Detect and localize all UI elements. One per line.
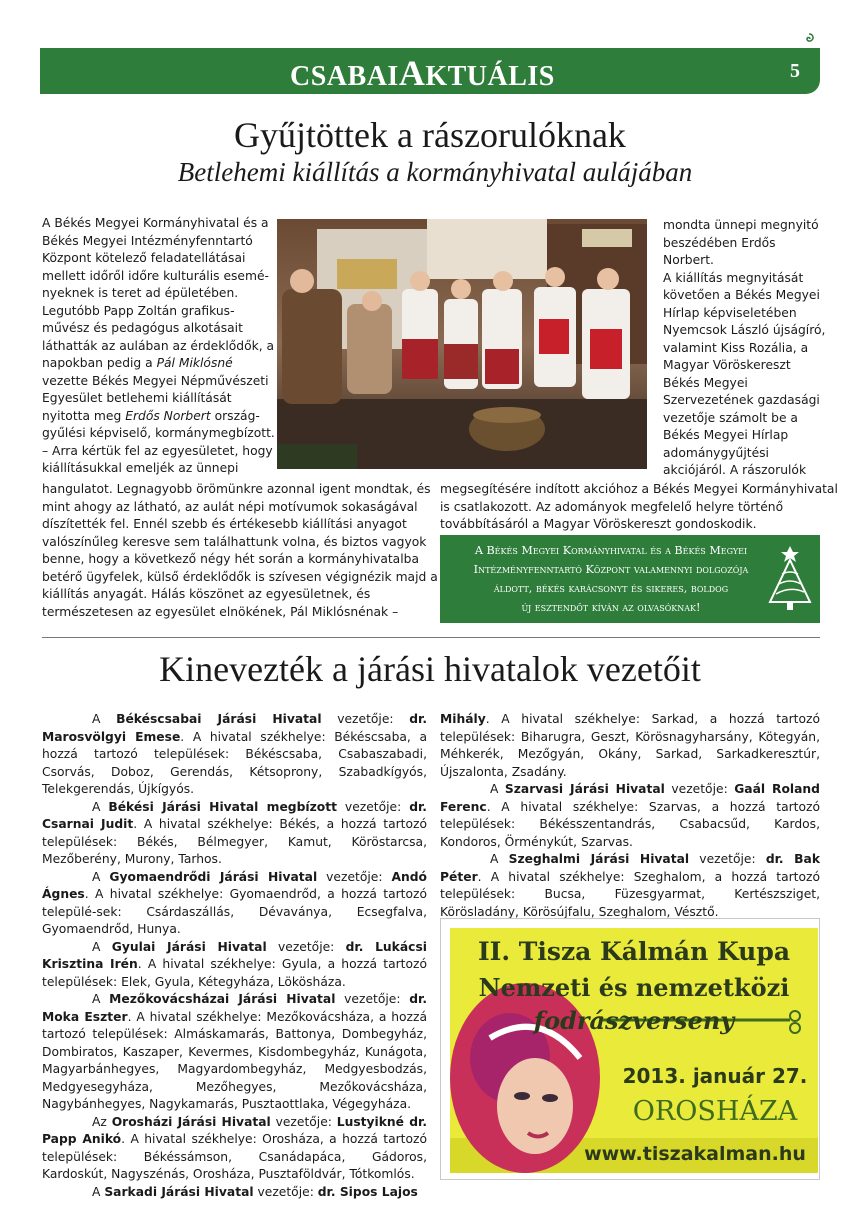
text-run: A [92,869,110,884]
photo-illustration [277,219,647,469]
text-line [42,373,267,391]
text-run: vezette Békés Megyei Népművészeti [42,373,269,388]
text-run: követően a Békés Megyei [663,288,820,302]
text-run: Magyar Vöröskereszt [663,358,791,372]
article-column-right [663,217,826,480]
district-office-paragraph [42,711,427,799]
text-run: vezetője: [253,1184,318,1199]
leader-name: dr. Csarnai Judit [42,799,427,831]
text-run: Békés Megyei Intézményfenntartó [42,233,253,248]
text-run: természetesen az egyesület elnökének, Pál Miklósnénak – [42,604,399,619]
text-line [663,375,823,393]
text-line [446,579,776,598]
text-run: vezetője számolt be a [663,410,798,425]
text-run: adománygyűjtési [663,445,769,460]
text-line [663,357,823,375]
text-line [42,551,442,569]
text-line [42,390,267,408]
text-line [446,541,776,560]
text-line [663,410,823,428]
page-number: 5 [790,60,800,82]
text-run: A [490,852,509,866]
text-line [42,338,275,356]
text-run: vezetője: [337,799,410,814]
text-run: . A hivatal székhelye: Szarvas, a hozzá tartozó települések: Békésszentandrás, Csabacsűd, Kardos, Kondoros, Örménykút, Szarvas. [440,799,820,849]
text-run: valamint Kiss Rozália, a [663,340,809,355]
text-run: Legutóbb Papp Zoltán grafikus- [42,303,235,318]
leader-name: Mihály [440,712,486,726]
leader-name: Gaál Roland Ferenc [440,782,820,814]
text-run: A Békés Megyei Kormányhivatal és a Békés Megyei [474,544,748,557]
text-line [446,560,776,579]
text-run: vezetője: [317,869,392,884]
text-line [446,598,776,617]
text-run: továbbításáról a Magyar Vöröskereszt gondoskodik. [440,517,757,531]
text-run: A kiállítás megnyitását [663,270,804,285]
text-run: Békés Megyei Hírlap [663,428,789,442]
christmas-tree-icon [762,540,818,618]
text-run: mellett időről időre kulturális esemé- [42,268,269,283]
text-run: hangulatot. Legnagyobb örömünkre azonnal igent mondtak, és [42,482,431,496]
leader-name: Andó Ágnes [42,869,427,901]
district-office-paragraph [440,781,820,851]
district-office-paragraph [42,1184,427,1202]
text-run: A [92,712,117,726]
text-run: művész és pedagógus alkotásait [42,321,243,335]
text-run: A [92,939,112,954]
text-run: Egyesület betlehemi kiállítását [42,391,232,405]
text-run: kiállításukkal emeljék az ünnepi [42,461,239,475]
text-line [42,355,267,373]
article-title-2: Kinevezték a járási hivatalok vezetőit [159,649,701,689]
text-run: . A hivatal székhelye: Sarkad, a hozzá tartozó települések: Biharugra, Geszt, Körösnagyharsány, Kötegyán, Méhkerék, Mezőgyán, Okány, Sarkad, Sarkadkeresztúr, Újszalonta, Zsadány. [440,712,820,779]
text-run: vezetője: [689,852,766,866]
text-line [440,516,820,534]
text-run: valószínűleg keresve sem találhattunk volna, és biztos vagyok [42,534,427,549]
text-run: Az [92,1114,112,1129]
text-line [440,481,838,499]
text-run: . A hivatal székhelye: Gyula, a hozzá tartozó települések: Elek, Gyula, Kétegyháza, Lökösháza. [42,957,427,989]
text-run: . A hivatal székhelye: Szeghalom, a hozzá tartozó települések: Bucsa, Füzesgyarmat, Kertészsziget, Körösladány, Körösújfalu, Szeghalom, Vésztő. [440,869,820,919]
text-line [42,481,442,499]
text-line [663,305,823,323]
text-run: ország- [210,408,260,423]
text-line [440,499,820,517]
text-run: A Békés Megyei Kormányhivatal és a [42,216,269,230]
article-column-left [42,215,275,478]
text-run: akciójáról. A rászorulók [663,463,807,477]
text-run: A [92,1184,105,1199]
district-office-paragraph [42,939,427,992]
text-line [663,445,823,463]
hairdresser-competition-ad[interactable] [450,928,818,1173]
leader-name: dr. Bak Péter [440,852,820,884]
article-title: Gyűjtöttek a rászorulóknak [234,115,626,155]
text-line [663,427,823,445]
office-name: Orosházi Járási Hivatal [111,1114,271,1129]
article-text-continuation [42,481,442,621]
office-name: Sarkadi Járási Hivatal [104,1184,254,1199]
text-line [663,287,823,305]
title-part-2: KTUÁLIS [425,61,555,92]
swirl-ornament-icon [802,32,816,46]
district-offices-column-right [440,711,820,921]
text-run: vezetője: [664,782,735,796]
district-office-paragraph [440,711,820,781]
text-line [42,443,273,461]
text-run: A [92,992,110,1006]
ad-line-2: Nemzeti és nemzetközi [478,973,790,1002]
text-line [42,285,267,303]
text-run: nyeknek is teret ad épületében. [42,286,239,300]
district-offices-column-left [42,711,427,1201]
text-line [42,233,267,251]
text-line [663,392,823,410]
district-office-paragraph [440,851,820,921]
leader-name: dr. Lukácsi Krisztina Irén [42,939,427,971]
leader-name: dr. Sipos Lajos [317,1184,418,1199]
text-run: beszédében Erdős [663,235,776,250]
text-run: új esztendőt kíván az olvasóknak! [521,601,701,614]
text-run: Intézményfenntartó Központ valamennyi dolgozója [473,563,749,576]
office-name: Mezőkovácsházai Járási Hivatal [109,992,336,1006]
title-part-1: CSABAI [290,61,399,92]
text-run: benne, hogy a következő négy hét során a kormányhivatalba [42,552,419,566]
leader-name: dr. Marosvölgyi Emese [42,712,427,744]
office-name: Békéscsabai Járási Hivatal [116,712,322,726]
text-run: vezetője: [321,712,410,726]
text-line [42,425,275,443]
text-run: áldott, békés karácsonyt és sikeres, boldog [493,582,729,595]
text-line [42,586,442,604]
text-run: A [490,782,505,796]
section-divider [42,637,820,638]
article-subtitle: Betlehemi kiállítás a kormányhivatal aulájában [177,157,693,187]
text-line [42,268,267,286]
office-name: Gyulai Járási Hivatal [111,939,267,954]
text-line [42,408,267,426]
text-run: Nyemcsok László újságíró, [663,323,826,337]
ad-artwork [450,928,818,1173]
text-run: . A hivatal székhelye: Békés, a hozzá tartozó települések: Békés, Bélmegyer, Kamut, Köröstarcsa, Mezőberény, Murony, Tarhos. [42,817,427,866]
text-run: . A hivatal székhelye: Mezőkovácsháza, a hozzá tartozó települések: Almáskamarás, Battonya, Dombegyház, Dombiratos, Kaszaper, Kevermes, Kisdombegyház, Kunágota, Magyarbánhegyes, Magyardombegyház, Medgyesbodzás, Medgyesegyháza, Mezőhegyes, Mezőkovácsháza, Nagybánhegyes, Nagykamarás, Pusztaottlaka, Végegyháza. [42,1009,427,1111]
text-line [42,499,442,517]
text-run: vezetője: [266,939,346,954]
text-run: Hírlap képviseletében [663,305,797,320]
text-run: vezetője: [335,992,410,1006]
text-line [663,235,823,253]
text-run: Központ kötelező feladatellátásai [42,251,246,265]
district-office-paragraph [42,1114,427,1184]
text-run: . A hivatal székhelye: Békéscsaba, a hozzá tartozó települések: Békéscsaba, Csabaszabadi, Csorvás, Doboz, Gerendás, Kétsoprony, Szabadkígyós, Telekgerendás, Újkígyós. [42,729,427,796]
text-line [42,215,267,233]
ad-line-3: fodrászverseny [533,1006,735,1035]
magazine-title [290,52,555,94]
text-line [663,322,826,340]
text-line [42,250,267,268]
district-office-paragraph [42,869,427,939]
office-name: Békési Járási Hivatal megbízott [108,799,337,814]
title-initial: A [398,53,426,93]
text-run: vezetője: [270,1114,337,1129]
text-line [663,270,823,288]
office-name: Gyomaendrődi Járási Hivatal [109,869,318,884]
leader-name: dr. Moka Eszter [42,992,428,1024]
text-run: nyitotta meg [42,408,126,423]
italic-name: Pál Miklósné [156,356,233,370]
leader-name: Lustyikné dr. Papp Anikó [42,1114,427,1146]
text-run: is csatlakozott. Az adományok megfelelő helyre történő [440,499,784,514]
text-run: megsegítésére indított akcióhoz a Békés Megyei Kormányhivatal [440,482,838,496]
ad-date: 2013. január 27. [622,1064,808,1088]
text-run: gyűlési képviselő, kormánymegbízott. [42,426,275,440]
text-run: . A hivatal székhelye: Orosháza, a hozzá tartozó települések: Békéssámson, Csanádapáca, Gádoros, Kardoskút, Nagyszénás, Orosháza, Pusztaföldvár, Tótkomlós. [42,1132,427,1181]
ad-city: OROSHÁZA [632,1096,798,1127]
office-name: Szeghalmi Járási Hivatal [508,852,690,866]
text-run: díszítették fel. Ennél szebb és értékesebb kiállítási anyagot [42,517,407,531]
text-line [663,462,823,480]
text-line [663,252,823,270]
article-text-end [440,481,838,534]
district-office-paragraph [42,799,427,869]
text-line [42,460,267,478]
italic-name: Erdős Norbert [125,408,211,423]
text-line [42,534,442,552]
text-run: mondta ünnepi megnyitó [663,218,819,232]
office-name: Szarvasi Járási Hivatal [504,782,665,796]
text-line [42,569,442,587]
ad-url: www.tiszakalman.hu [584,1143,806,1165]
text-run: – Arra kértük fel az egyesületet, hogy [42,443,273,458]
text-run: betérő ügyfelek, külső érdeklődők is szívesen végignézik majd a [42,569,438,584]
text-line [42,303,267,321]
district-office-paragraph [42,991,427,1114]
text-run: napokban pedig a [42,356,157,370]
text-line [663,340,823,358]
ad-line-1: II. Tisza Kálmán Kupa [477,937,791,966]
greeting-text [446,541,776,617]
text-run: Szervezetének gazdasági [663,393,820,407]
text-run: láthatták az aulában az érdeklődők, a [42,338,275,353]
text-run: . A hivatal székhelye: Gyomaendrőd, a hozzá tartozó települé-sek: Csárdaszállás, Dévaványa, Ecsegfalva, Gyomaendrőd, Hunya. [42,887,427,936]
text-run: kiállítás anyagát. Hálás köszönet az egyesületnek, és [42,587,371,601]
text-line [42,604,442,622]
text-run: mint ahogy az látható, az aulát népi motívumok sokaságával [42,499,418,514]
text-run: Békés Megyei [663,375,748,390]
text-line [42,516,442,534]
text-run: Norbert. [663,253,714,267]
text-line [42,320,267,338]
nativity-exhibition-photo [277,219,647,469]
text-line [663,217,823,235]
text-run: A [92,799,109,814]
